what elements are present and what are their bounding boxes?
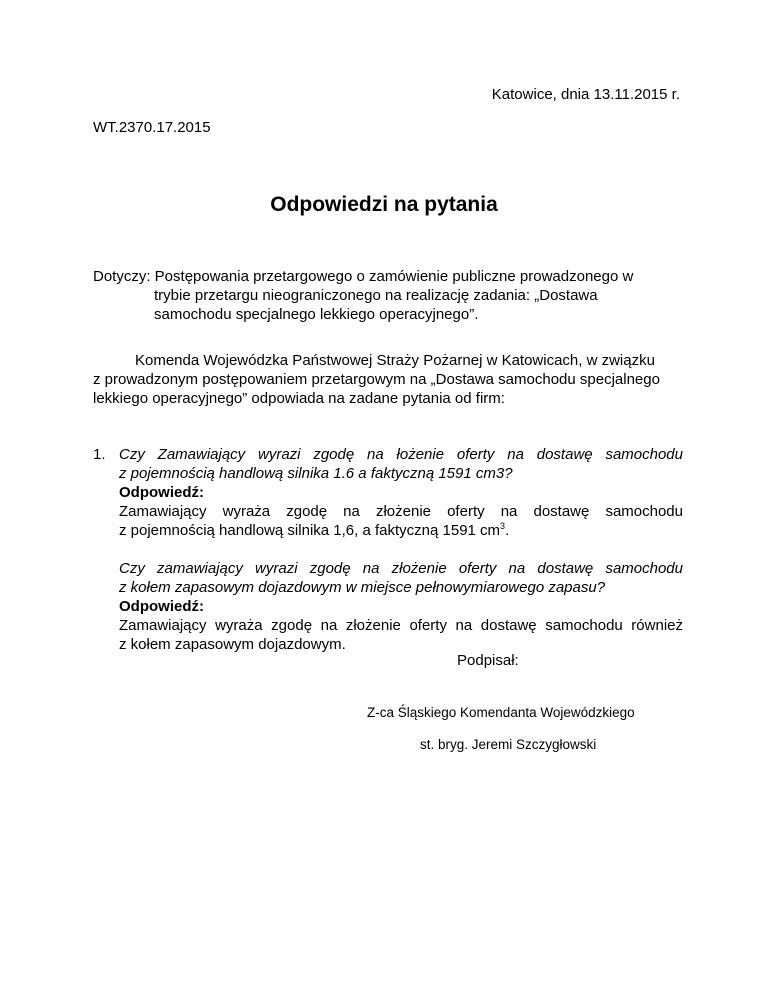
question-text-line: Czy Zamawiający wyrazi zgodę na łożenie oferty na dostawę samochodu	[119, 446, 683, 463]
questions-answers-list	[93, 445, 683, 654]
answer-text-segment: z pojemnością handlową silnika 1,6, a faktyczną 1591 cm	[119, 522, 501, 539]
question-text-line: Czy zamawiający wyrazi zgodę na złożenie oferty na dostawę samochodu	[119, 560, 683, 577]
regarding-line-3: samochodu specjalnego lekkiego operacyjnego”.	[154, 306, 479, 323]
answer-text-line: z kołem zapasowym dojazdowym.	[119, 636, 346, 653]
answer-text-segment: .	[505, 522, 510, 539]
reference-number: WT.2370.17.2015	[93, 119, 211, 136]
qa-item	[93, 559, 683, 654]
answer-text-line: Zamawiający wyraża zgodę na złożenie oferty na dostawę samochodu	[119, 503, 683, 520]
intro-paragraph	[93, 351, 683, 408]
answer-text-line: Zamawiający wyraża zgodę na złożenie oferty na dostawę samochodu również	[119, 617, 683, 634]
signed-label: Podpisał:	[457, 652, 519, 669]
question-text-line: z kołem zapasowym dojazdowym w miejsce pełnowymiarowego zapasu?	[119, 579, 606, 596]
qa-item-number: 1.	[93, 446, 106, 463]
qa-item	[93, 445, 683, 540]
document-date: Katowice, dnia 13.11.2015 r.	[491, 86, 680, 103]
answer-text-line	[119, 521, 683, 540]
document-title: Odpowiedzi na pytania	[270, 193, 498, 216]
regarding-line-1: Dotyczy: Postępowania przetargowego o zamówienie publiczne prowadzonego w	[93, 268, 634, 285]
intro-line-2: z prowadzonym postępowaniem przetargowym na „Dostawa samochodu specjalnego	[93, 371, 660, 388]
signatory-title: Z-ca Śląskiego Komendanta Wojewódzkiego	[367, 705, 635, 720]
regarding-line-2: trybie przetargu nieograniczonego na realizację zadania: „Dostawa	[154, 287, 598, 304]
superscript: 3	[500, 521, 506, 531]
question-text-line: z pojemnością handlową silnika 1.6 a faktyczną 1591 cm3?	[119, 465, 513, 482]
answer-label: Odpowiedź:	[119, 598, 204, 615]
intro-line-3: lekkiego operacyjnego” odpowiada na zadane pytania od firm:	[93, 390, 505, 407]
signatory-name: st. bryg. Jeremi Szczygłowski	[420, 737, 597, 752]
answer-label: Odpowiedź:	[119, 484, 204, 501]
regarding-section	[93, 267, 693, 324]
intro-line-1: Komenda Wojewódzka Państwowej Straży Pożarnej w Katowicach, w związku	[135, 352, 655, 369]
